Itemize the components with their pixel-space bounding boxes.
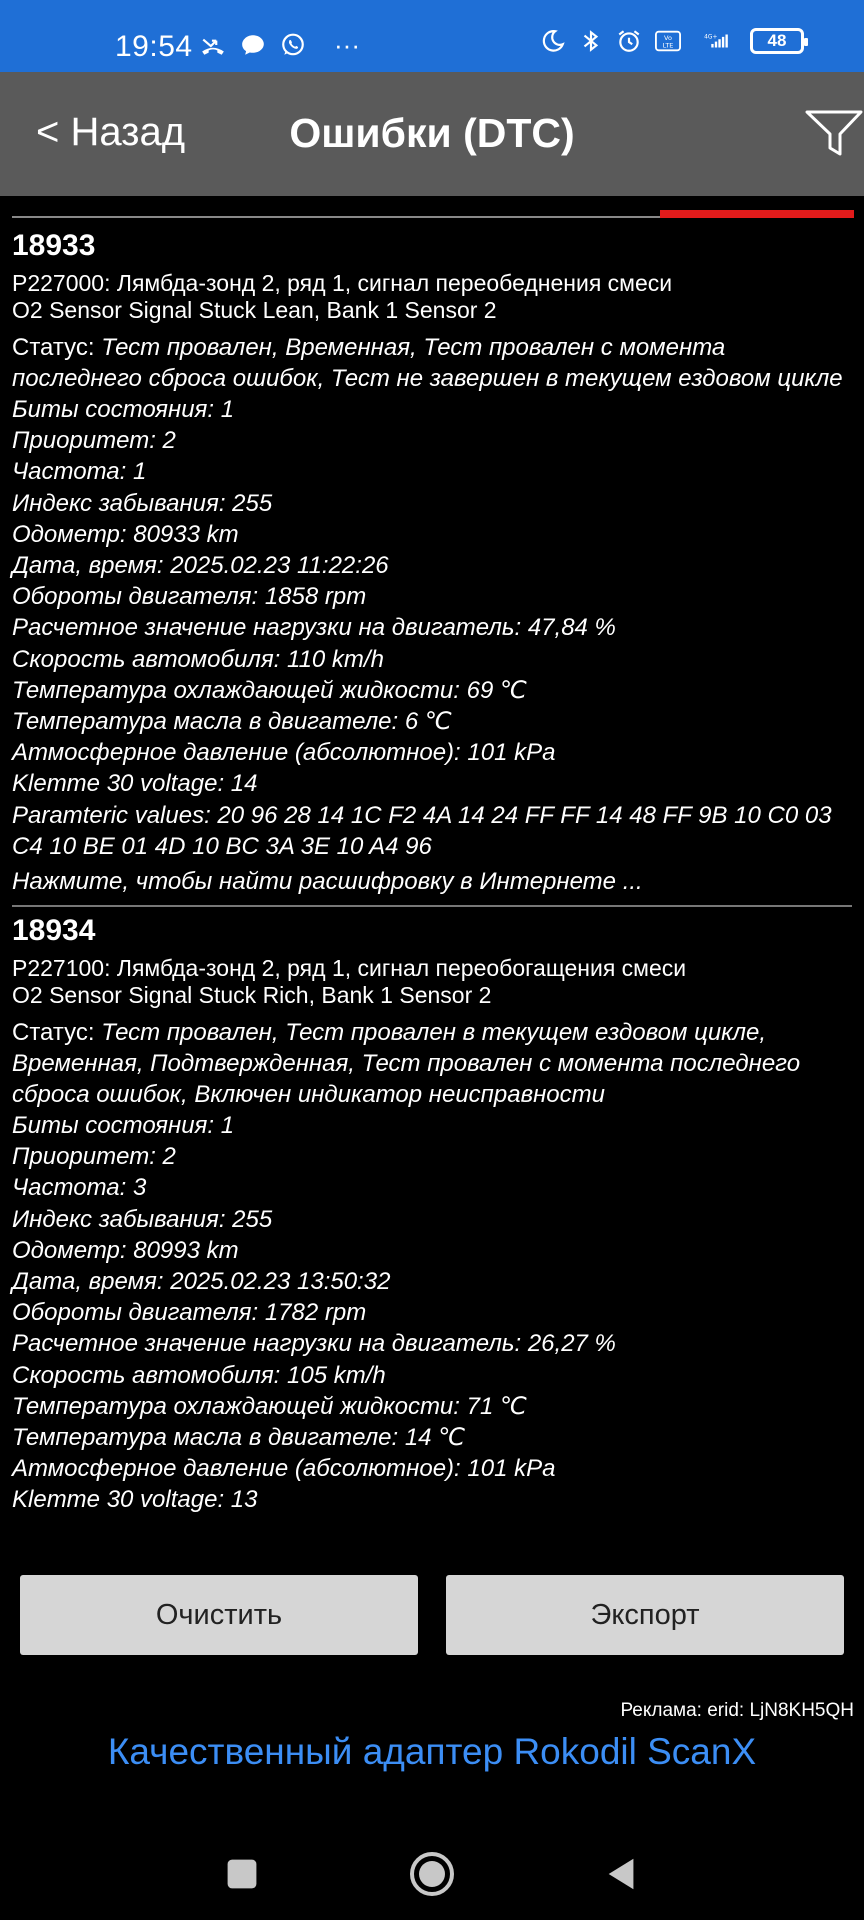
whatsapp-icon: [280, 32, 306, 58]
dtc-status-label: Статус:: [12, 334, 95, 361]
dtc-id: 18934: [12, 914, 96, 948]
dtc-code-en: O2 Sensor Signal Stuck Lean, Bank 1 Sensor 2: [12, 297, 497, 323]
dtc-status-label: Статус:: [12, 1019, 95, 1047]
dtc-field: Температура охлаждающей жидкости: 69 ℃: [12, 676, 527, 704]
dtc-scroll-area[interactable]: [0, 196, 864, 1536]
dtc-field: Скорость автомобиля: 105 km/h: [12, 1361, 386, 1389]
dtc-field: Дата, время: 2025.02.23 13:50:32: [12, 1268, 391, 1296]
dtc-field: Обороты двигателя: 1782 rpm: [12, 1299, 367, 1327]
svg-text:LTE: LTE: [662, 41, 674, 50]
dtc-field: Температура масла в двигателе: 14 ℃: [12, 1424, 466, 1452]
dtc-field: Обороты двигателя: 1858 rpm: [12, 583, 367, 611]
missed-call-icon: [200, 32, 226, 58]
dtc-field: Одометр: 80933 km: [12, 520, 239, 548]
dtc-status: [12, 1017, 852, 1110]
search-online-link[interactable]: Нажмите, чтобы найти расшифровку в Интернете ...: [12, 868, 643, 896]
dtc-entry[interactable]: [12, 222, 852, 907]
dtc-entry[interactable]: [12, 907, 852, 1524]
do-not-disturb-moon-icon: [540, 28, 566, 54]
page-title: Ошибки (DTC): [289, 110, 575, 156]
dtc-field: Одометр: 80993 km: [12, 1236, 239, 1264]
navigation-bar: [0, 1820, 864, 1920]
app-bar: [0, 72, 864, 196]
ad-link[interactable]: Качественный адаптер Rokodil ScanX: [107, 1731, 757, 1772]
action-buttons: [20, 1575, 844, 1655]
system-icons: [540, 28, 804, 54]
clear-button[interactable]: Очистить: [20, 1575, 418, 1655]
filter-icon[interactable]: [804, 100, 864, 160]
signal-4g-icon: [694, 28, 738, 54]
dtc-field: Биты состояния: 1: [12, 1112, 235, 1140]
dtc-field: Скорость автомобиля: 110 km/h: [12, 645, 384, 673]
dtc-field: Температура охлаждающей жидкости: 71 ℃: [12, 1392, 527, 1420]
recent-apps-button[interactable]: [212, 1844, 272, 1904]
dtc-status: [12, 332, 852, 394]
status-bar: [0, 0, 864, 72]
dtc-field: Индекс забывания: 255: [12, 489, 273, 517]
ad-label: Реклама: erid: LjN8KH5QH: [620, 1700, 854, 1721]
dtc-field: Температура масла в двигателе: 6 ℃: [12, 708, 452, 736]
svg-text:Vo: Vo: [664, 34, 672, 43]
dtc-status-value: Тест провален, Временная, Тест провален с момента последнего сброса ошибок, Тест не завершен в текущем ездовом цикле: [12, 334, 843, 392]
dtc-id: 18933: [12, 229, 96, 262]
more-notifications-icon: ···: [334, 29, 360, 60]
dtc-field: Атмосферное давление (абсолютное): 101 kPa: [12, 1455, 556, 1483]
dtc-code: P227100: Лямбда-зонд 2, ряд 1, сигнал переобогащения смеси: [12, 955, 687, 982]
export-button[interactable]: Экспорт: [446, 1575, 844, 1655]
dtc-field: Частота: 3: [12, 1174, 147, 1202]
dtc-field: Дата, время: 2025.02.23 11:22:26: [12, 552, 389, 580]
dtc-code-en: O2 Sensor Signal Stuck Rich, Bank 1 Sensor 2: [12, 982, 492, 1009]
notification-icons: [200, 29, 360, 60]
dtc-field: Приоритет: 2: [12, 427, 176, 455]
dtc-field: Приоритет: 2: [12, 1143, 176, 1171]
svg-text:4G+: 4G+: [704, 34, 718, 41]
clock: 19:54: [115, 30, 193, 63]
dtc-field: Расчетное значение нагрузки на двигатель: 47,84 %: [12, 614, 616, 642]
dtc-field: Индекс забывания: 255: [12, 1205, 273, 1233]
dtc-code: P227000: Лямбда-зонд 2, ряд 1, сигнал переобеднения смеси: [12, 270, 673, 296]
back-nav-button[interactable]: [592, 1844, 652, 1904]
dtc-field: Paramteric values: 20 96 28 14 1C F2 4A 14 24 FF FF 14 48 FF 9B 10 C0 03 C4 10 BE 01 4D 10 BC 3A 3E 10 A4 96: [12, 801, 832, 860]
home-button[interactable]: [402, 1844, 462, 1904]
battery-icon: 48: [750, 28, 804, 54]
alarm-icon: [616, 28, 642, 54]
dtc-field: Klemme 30 voltage: 14: [12, 770, 258, 798]
dtc-field: Частота: 1: [12, 458, 147, 486]
volte-icon: [654, 28, 682, 54]
chat-icon: [240, 32, 266, 58]
dtc-field: Биты состояния: 1: [12, 396, 235, 423]
dtc-field: Расчетное значение нагрузки на двигатель: 26,27 %: [12, 1330, 616, 1358]
dtc-status-value: Тест провален, Тест провален в текущем ездовом цикле, Временная, Подтвержденная, Тест провален с момента последнего сброса ошибок, Включен индикатор неисправности: [12, 1019, 801, 1109]
bluetooth-icon: [578, 28, 604, 54]
dtc-field: Атмосферное давление (абсолютное): 101 kPa: [12, 739, 556, 767]
dtc-field: Klemme 30 voltage: 13: [12, 1486, 258, 1514]
scroll-indicator: [660, 210, 854, 218]
dtc-list: [12, 222, 852, 1524]
back-button[interactable]: < Назад: [36, 110, 186, 154]
